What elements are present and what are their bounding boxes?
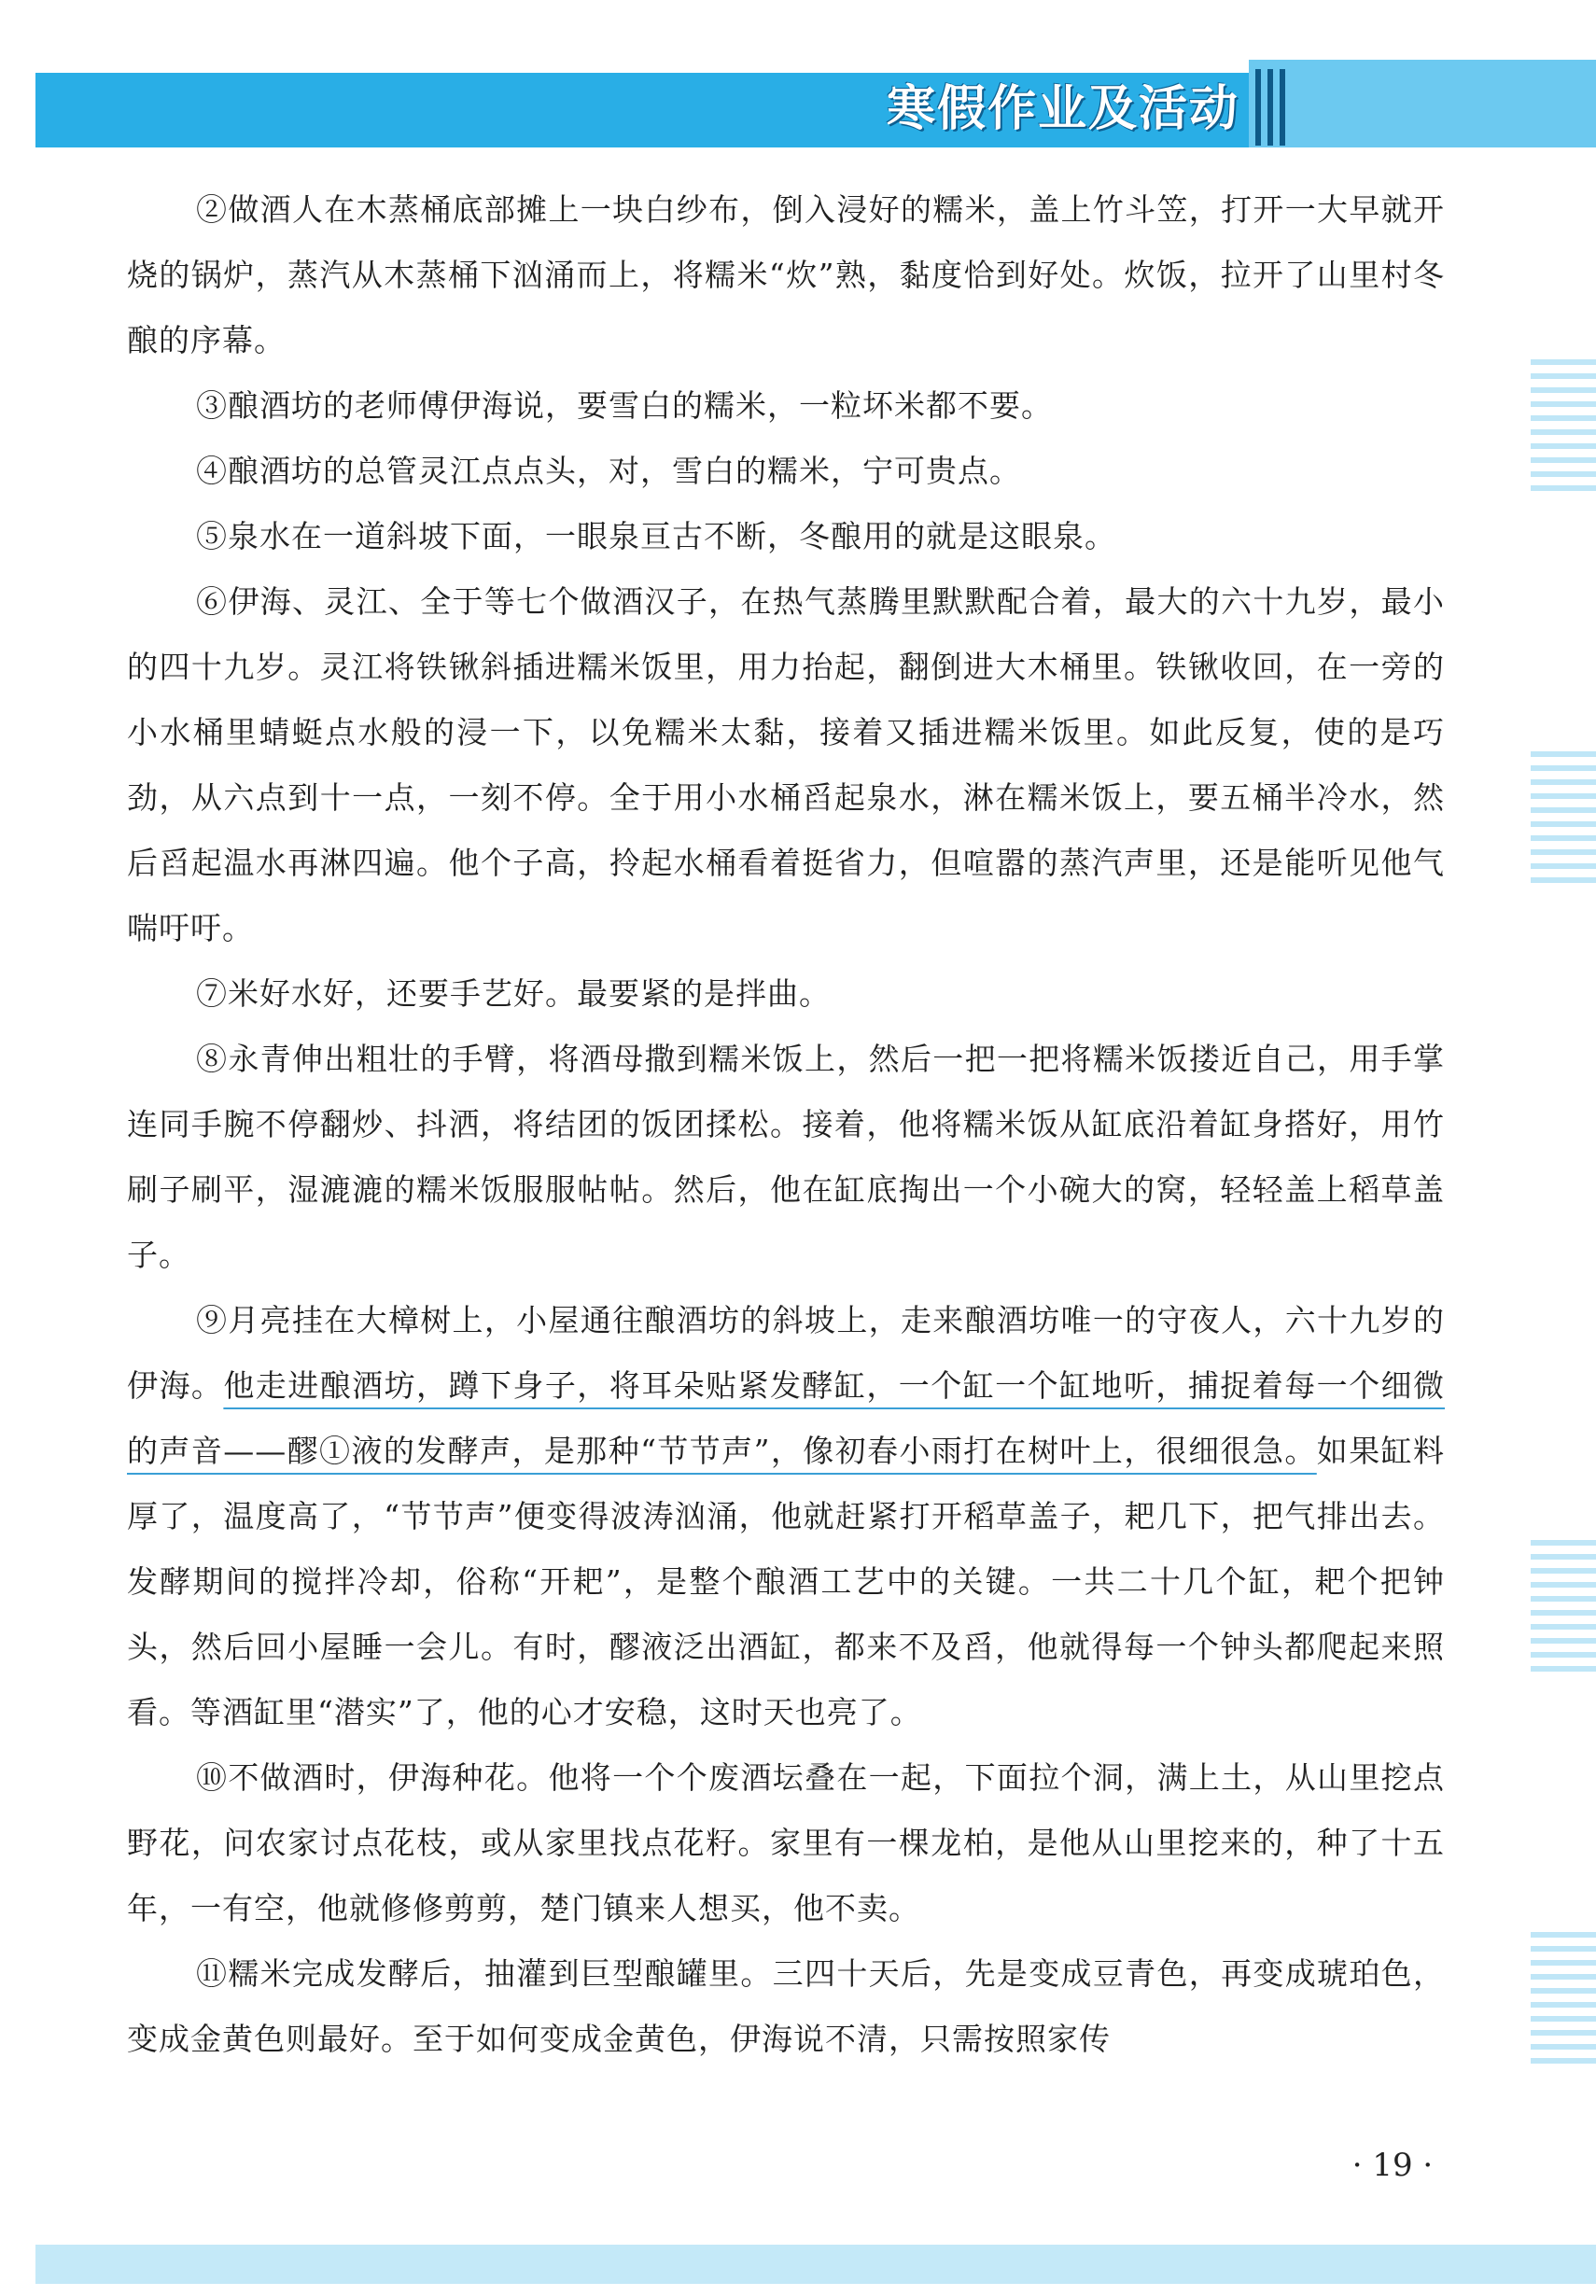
paragraph-5: ⑤泉水在一道斜坡下面，一眼泉亘古不断，冬酿用的就是这眼泉。: [196, 518, 1116, 554]
paragraph-11: ⑪糯米完成发酵后，抽灌到巨型酿罐里。三四十天后，先是变成豆青色，再变成琥珀色，变成金黄色则最好。至于如何变成金黄色，伊海说不清，只需按照家传: [127, 1955, 1445, 2057]
side-decoration-top: [1531, 359, 1596, 491]
side-decoration-middle: [1531, 751, 1596, 883]
paragraph-2: ②做酒人在木蒸桶底部摊上一块白纱布，倒入浸好的糯米，盖上竹斗笠，打开一大早就开烧的锅炉，蒸汽从木蒸桶下汹涌而上，将糯米“炊”熟，黏度恰到好处。炊饭，拉开了山里村冬酿的序幕。: [127, 191, 1445, 358]
side-decoration-bottom: [1531, 1932, 1596, 2064]
paragraph-7: ⑦米好水好，还要手艺好。最要紧的是拌曲。: [196, 975, 831, 1012]
underlined-sentence: 他走进酿酒坊，蹲下身子，将耳朵贴紧发酵缸，一个缸一个缸地听，捕捉着每一个细微的声音——醪①液的发酵声，是那种“节节声”，像初春小雨打在树叶上，很细很急。: [127, 1367, 1446, 1469]
paragraph-6: ⑥伊海、灵江、全于等七个做酒汉子，在热气蒸腾里默默配合着，最大的六十九岁，最小的四十九岁。灵江将铁锹斜插进糯米饭里，用力抬起，翻倒进大木桶里。铁锹收回，在一旁的小水桶里蜻蜓点水般的浸一下，以免糯米太黏，接着又插进糯米饭里。如此反复，使的是巧劲，从六点到十一点，一刻不停。全于用小水桶舀起泉水，淋在糯米饭上，要五桶半冷水，然后舀起温水再淋四遍。他个子高，拎起水桶看着挺省力，但喧嚣的蒸汽声里，还是能听见他气喘吁吁。: [127, 583, 1445, 946]
paragraph-9: [127, 1288, 1445, 1745]
paragraph-10: ⑩不做酒时，伊海种花。他将一个个废酒坛叠在一起，下面拉个洞，满上土，从山里挖点野花，问农家讨点花枝，或从家里找点花籽。家里有一棵龙柏，是他从山里挖来的，种了十五年，一有空，他就修修剪剪，楚门镇来人想买，他不卖。: [127, 1759, 1445, 1926]
side-decoration-lower: [1531, 1540, 1596, 1672]
footer-band: [35, 2245, 1596, 2284]
page-number: · 19 ·: [1351, 2147, 1434, 2184]
paragraph-8: ⑧永青伸出粗壮的手臂，将酒母撒到糯米饭上，然后一把一把将糯米饭搂近自己，用手掌连同手腕不停翻炒、抖洒，将结团的饭团揉松。接着，他将糯米饭从缸底沿着缸身搭好，用竹刷子刷平，湿漉漉的糯米饭服服帖帖。然后，他在缸底掏出一个小碗大的窝，轻轻盖上稻草盖子。: [127, 1041, 1445, 1273]
header-band-light: [1249, 60, 1596, 147]
article-body: [127, 177, 1445, 2072]
page-header-title: 寒假作业及活动: [886, 81, 1239, 137]
header-stripes: [1255, 69, 1287, 146]
paragraph-3: ③酿酒坊的老师傅伊海说，要雪白的糯米，一粒坏米都不要。: [196, 387, 1053, 424]
paragraph-4: ④酿酒坊的总管灵江点点头，对，雪白的糯米，宁可贵点。: [196, 453, 1021, 489]
paragraph-9-rest: 如果缸料厚了，温度高了，“节节声”便变得波涛汹涌，他就赶紧打开稻草盖子，耙几下，把气排出去。发酵期间的搅拌冷却，俗称“开耙”，是整个酿酒工艺中的关键。一共二十几个缸，耙个把钟头，然后回小屋睡一会儿。有时，醪液泛出酒缸，都来不及舀，他就得每一个钟头都爬起来照看。等酒缸里“潜实”了，他的心才安稳，这时天也亮了。: [127, 1433, 1445, 1730]
paragraph-9-intro: ⑨月亮挂在大樟树上，小屋通往酿酒坊的斜坡上，走来酿酒坊唯一的守夜人，六十九岁的伊海。: [127, 1302, 1445, 1404]
